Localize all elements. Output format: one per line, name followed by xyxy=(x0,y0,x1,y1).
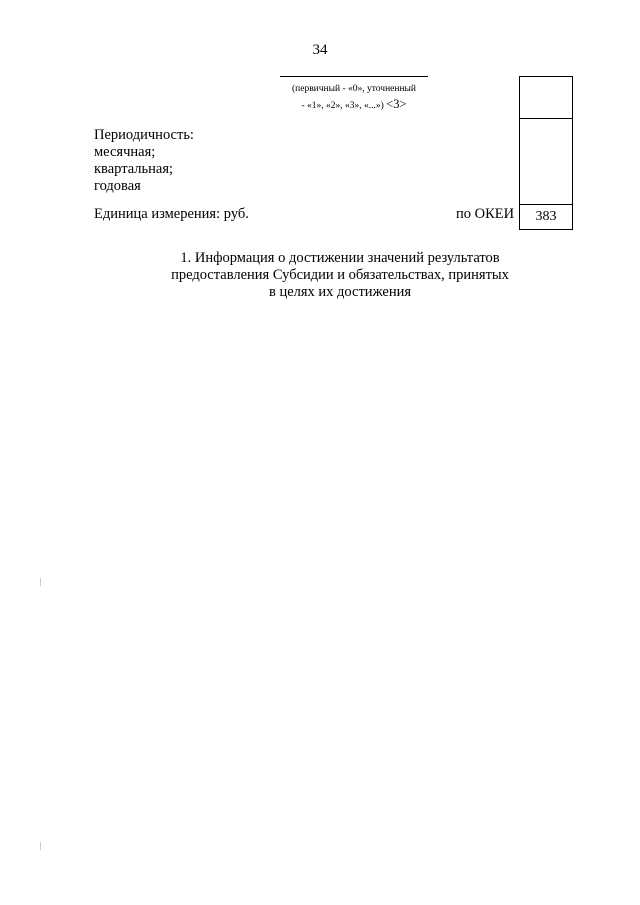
section-title xyxy=(120,250,560,301)
section-title-line2: предоставления Субсидии и обязательствах, принятых xyxy=(171,267,509,283)
periodicity-option-annual: годовая xyxy=(94,178,141,194)
margin-mark xyxy=(40,842,41,850)
periodicity-block xyxy=(94,127,194,195)
footnote-ref: <3> xyxy=(386,97,407,111)
code-cell-okei: 383 xyxy=(535,209,557,224)
header-note-line2 xyxy=(270,97,438,114)
code-cell-report-type xyxy=(520,77,572,119)
periodicity-option-quarterly: квартальная; xyxy=(94,161,174,177)
header-note-line1: (первичный - «0», уточненный xyxy=(291,84,417,94)
code-cell-periodicity xyxy=(520,119,572,205)
periodicity-label: Периодичность: xyxy=(94,127,194,143)
header-note xyxy=(270,82,438,114)
header-note-line2-text: - «1», «2», «3», «...») xyxy=(301,101,384,111)
periodicity-option-monthly: месячная; xyxy=(94,144,156,160)
okei-label: по ОКЕИ xyxy=(456,206,515,222)
code-box xyxy=(519,76,573,230)
section-title-line3: в целях их достижения xyxy=(268,284,412,300)
unit-label: Единица измерения: руб. xyxy=(94,206,249,222)
section-title-line1: 1. Информация о достижении значений результатов xyxy=(180,250,500,266)
margin-mark xyxy=(40,578,41,586)
page-number: 34 xyxy=(312,42,328,58)
note-underline xyxy=(280,76,428,77)
